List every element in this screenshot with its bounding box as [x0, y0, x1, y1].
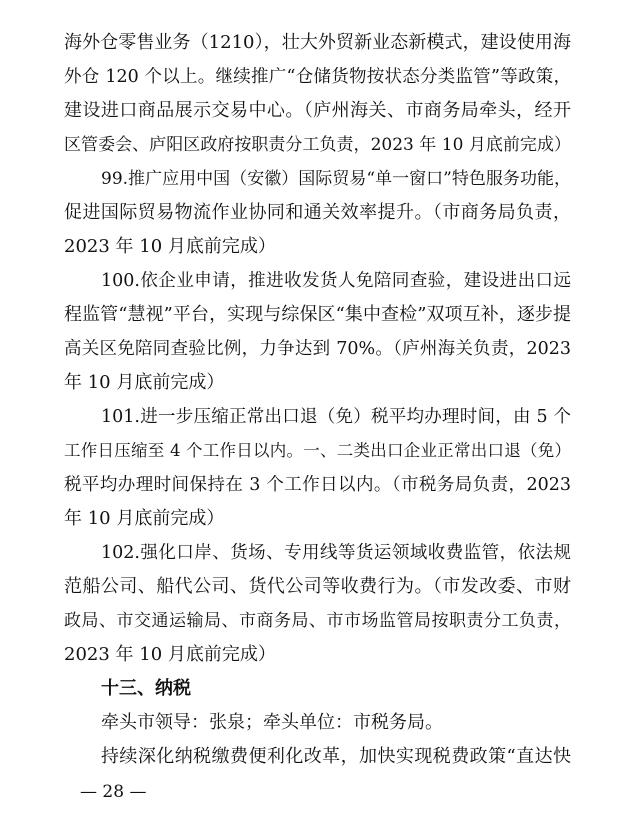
- text-line: 建设进口商品展示交易中心。（庐州海关、市商务局牵头，经开: [64, 100, 571, 121]
- text-line: 税平均办理时间保持在 3 个工作日以内。（市税务局负责，2023: [64, 475, 571, 495]
- page-number: — 28 —: [80, 782, 147, 802]
- text-line: 区管委会、庐阳区政府按职责分工负责，2023 年 10 月底前完成）: [64, 135, 571, 155]
- text-line: 海外仓零售业务（1210），壮大外贸新业态新模式，建设使用海: [64, 32, 571, 53]
- text-line: 工作日压缩至 4 个工作日以内。一、二类出口企业正常出口退（免）: [64, 441, 571, 460]
- text-line: 2023 年 10 月底前完成）: [64, 644, 276, 665]
- text-line: 101.进一步压缩正常出口退（免）税平均办理时间，由 5 个: [101, 407, 571, 427]
- text-line: 外仓 120 个以上。继续推广“仓储货物按状态分类监管”等政策，: [64, 67, 571, 87]
- document-body: [64, 26, 571, 774]
- text-line: 高关区免陪同查验比例，力争达到 70%。（庐州海关负责，2023: [64, 339, 571, 359]
- text-line: 100.依企业申请，推进收发货人免陪同查验，建设进出口远: [101, 271, 571, 291]
- text-line: 程监管“慧视”平台，实现与综保区“集中查检”双项互补，逐步提: [64, 304, 571, 325]
- text-line: 102.强化口岸、货场、专用线等货运领域收费监管，依法规: [101, 543, 571, 563]
- section-heading: 十三、纳税: [101, 678, 191, 699]
- text-line: 持续深化纳税缴费便利化改革，加快实现税费政策“直达快: [101, 746, 571, 767]
- lead-info-line: 牵头市领导：张泉；牵头单位：市税务局。: [101, 712, 443, 733]
- text-line: 年 10 月底前完成）: [64, 508, 225, 529]
- text-line: 99.推广应用中国（安徽）国际贸易“单一窗口”特色服务功能，: [101, 169, 571, 189]
- text-line: 范船公司、船代公司、货代公司等收费行为。（市发改委、市财: [64, 576, 571, 597]
- text-line: 促进国际贸易物流作业协同和通关效率提升。（市商务局负责，: [64, 202, 571, 223]
- text-line: 年 10 月底前完成）: [64, 372, 225, 393]
- text-line: 2023 年 10 月底前完成）: [64, 236, 276, 257]
- text-line: 政局、市交通运输局、市商务局、市市场监管局按职责分工负责，: [64, 611, 571, 631]
